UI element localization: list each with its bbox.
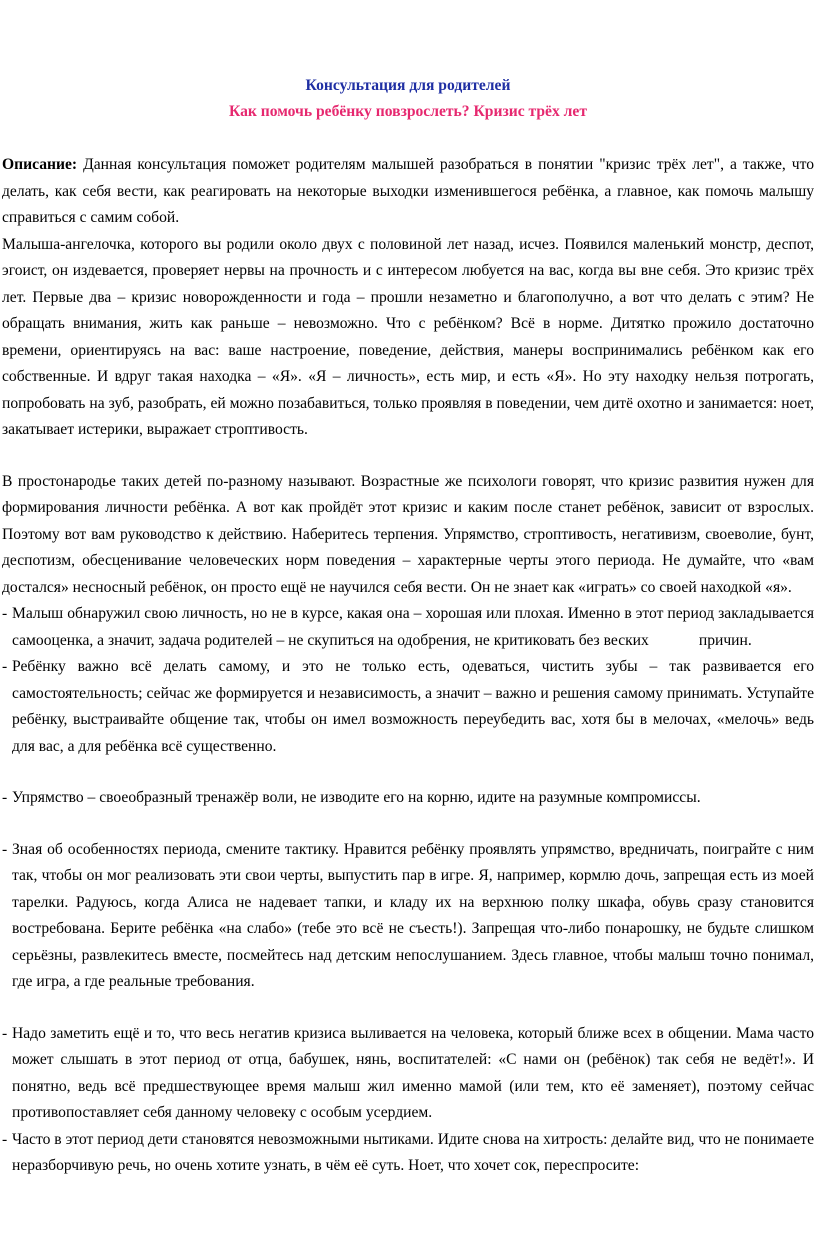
list-item-text: Упрямство – своеобразный тренажёр воли, не изводите его на корню, идите на разумные компромиссы. [12,789,701,806]
list-item-text-a: Малыш обнаружил свою личность, но не в курсе, какая она – хорошая или плохая. Именно в этот период закладывается самооценка, а значит, задача родителей – не скупиться на одобрения, не критиковать без веских [12,605,814,649]
spacer [2,444,814,469]
list-item-text: Часто в этот период дети становятся невозможными нытиками. Идите снова на хитрость: делайте вид, что не понимаете неразборчивую речь, но очень хотите узнать, в чём её суть. Ноет, что хочет сок, переспросите: [12,1130,814,1174]
document-body [2,152,814,1180]
list-dash: - [2,840,8,858]
description-label: Описание: [2,156,78,173]
list-item-text: Надо заметить ещё и то, что весь негатив кризиса выливается на человека, который ближе всех в общении. Мама часто может слышать в этот период от отца, бабушек, нянь, воспитателей: «С нами он (ребёнок) так себя не ведёт!». И понятно, ведь всё предшествующее время малыш жил именно мамой (или тем, кто её заменяет), поэтому сейчас противопоставляет себя данному человеку с особым усердием. [12,1024,814,1121]
spacer [2,760,814,785]
paragraph-1: Малыша-ангелочка, которого вы родили около двух с половиной лет назад, исчез. Появился маленький монстр, деспот, эгоист, он издевается, проверяет нервы на прочность и с интересом любуется на вас, когда вы вне себя. Это кризис трёх лет. Первые два – кризис новорожденности и года – прошли незаметно и благополучно, а вот что делать с этим? Не обращать внимания, жить как раньше – невозможно. Что с ребёнком? Всё в норме. Дитятко прожило достаточно времени, ориентируясь на вас: ваше настроение, поведение, действия, манеры воспринимались ребёнком как его собственные. И вдруг такая находка – «Я». «Я – личность», есть мир, и есть «Я». Но эту находку нельзя потрогать, попробовать на зуб, разобрать, ей можно позабавиться, только проявляя в поведении, чем дитё охотно и занимается: ноет, закатывает истерики, выражает строптивость. [2,235,814,438]
list-dash: - [2,1024,8,1042]
list-item [2,785,814,812]
list-item-text: Ребёнку важно всё делать самому, и это не только есть, одеваться, чистить зубы – так развивается его самостоятельность; сейчас же формируется и независимость, а значит – важно и решения самому принимать. Уступайте ребёнку, выстраивайте общение так, чтобы он имел возможность переубедить вас, хотя бы в мелочах, «мелочь» ведь для вас, а для ребёнка всё существенно. [12,658,814,755]
list-item [2,654,814,760]
list-item-text-b: причин. [698,631,752,649]
list-dash: - [2,789,8,806]
document-subtitle: Как помочь ребёнку повзрослеть? Кризис трёх лет [228,103,588,120]
list-item [2,837,814,996]
spacer [2,812,814,837]
list-item [2,601,814,654]
spacer [2,996,814,1021]
paragraph-2: В простонародье таких детей по-разному называют. Возрастные же психологи говорят, что кризис развития нужен для формирования личности ребёнка. А вот как пройдёт этот кризис и каким после станет ребёнок, зависит от взрослых. Поэтому вот вам руководство к действию. Наберитесь терпения. Упрямство, строптивость, негативизм, своеволие, бунт, деспотизм, обесценивание человеческих норм поведения – характерные черты этого периода. Не думайте, что «вам достался» несносный ребёнок, он просто ещё не научился себя вести. Он не знает как «играть» со своей находкой «я». [2,472,814,596]
list-item-text: Зная об особенностях периода, смените тактику. Нравится ребёнку проявлять упрямство, вредничать, поиграйте с ним так, чтобы он мог реализовать эти свои черты, выпустить пар в игре. Я, например, кормлю дочь, запрещая есть из моей тарелки. Радуюсь, когда Алиса не надевает тапки, и кладу их на верхнюю полку шкафа, обувь сразу становится востребована. Берите ребёнка «на слабо» (тебе это всё не съесть!). Запрещая что-либо понарошку, не будьте слишком серьёзны, развлекитесь вместе, посмейтесь над детским непослушанием. Здесь главное, чтобы малыш точно понимал, где игра, а где реальные требования. [12,840,814,990]
list-item [2,1021,814,1127]
list-dash: - [2,658,8,675]
list-dash: - [2,1130,8,1148]
description-text: Данная консультация поможет родителям малышей разобраться в понятии "кризис трёх лет", а также, что делать, как себя вести, как реагировать на некоторые выходки изменившегося ребёнка, а главное, как помочь малышу справиться с самим собой. [2,156,814,226]
description-paragraph [2,152,814,232]
list-item [2,1127,814,1180]
list-item-text [12,601,814,654]
document-title: Консультация для родителей [305,77,511,94]
list-dash: - [2,605,8,622]
